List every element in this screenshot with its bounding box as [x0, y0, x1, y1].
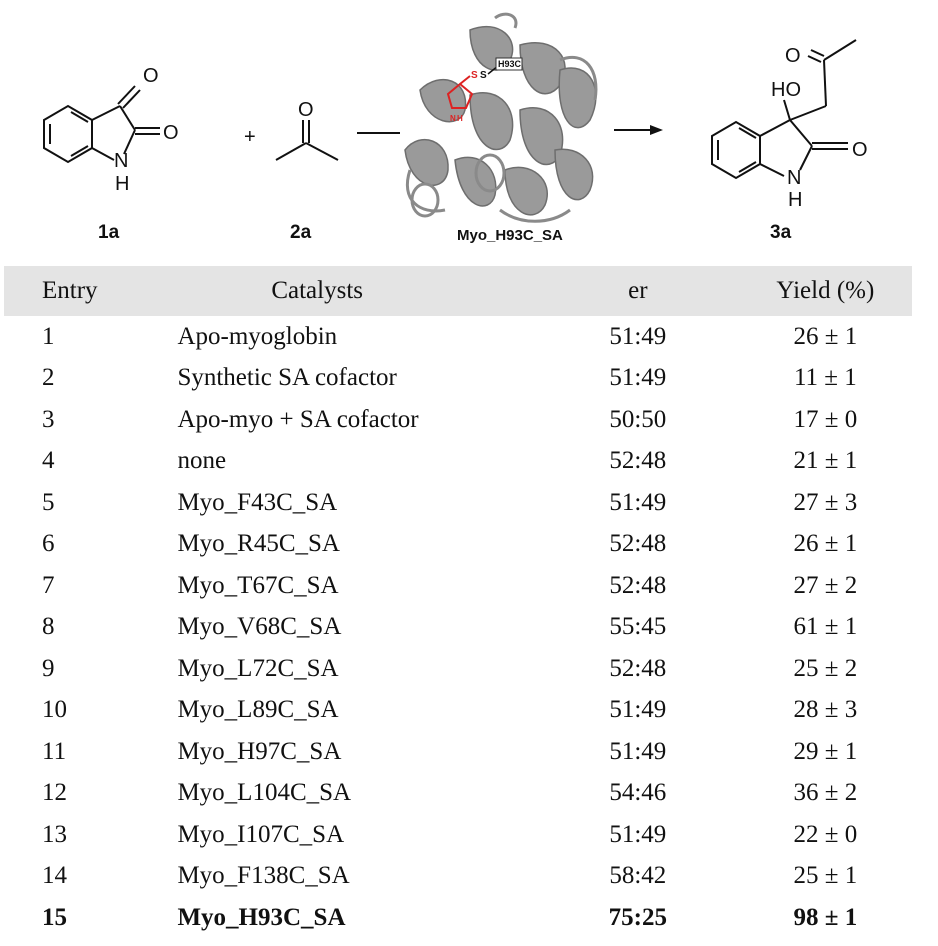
cell-er: 51:49: [609, 322, 667, 350]
cell-entry: 7: [42, 571, 55, 599]
isatin-n: N: [114, 150, 129, 172]
cell-catalyst: Synthetic SA cofactor: [177, 364, 397, 392]
table-row: [4, 690, 912, 732]
isatin-h: H: [115, 173, 130, 195]
cell-er: 55:45: [609, 613, 667, 641]
table-body: [4, 316, 912, 939]
table-row: [4, 897, 912, 939]
cell-yield: 21 ± 1: [793, 447, 858, 475]
table-row: [4, 607, 912, 649]
cell-entry: 15: [42, 903, 67, 931]
table-row: [4, 856, 912, 898]
table-row: [4, 565, 912, 607]
cell-yield: 25 ± 1: [793, 862, 858, 890]
cell-catalyst: Myo_V68C_SA: [177, 613, 342, 641]
label-3a: 3a: [770, 222, 792, 243]
cell-yield: 36 ± 2: [793, 779, 858, 807]
reaction-scheme: [0, 0, 938, 262]
inset-s-red: S: [471, 70, 478, 81]
table-row: [4, 482, 912, 524]
inset-h: H: [457, 114, 463, 123]
label-2a: 2a: [290, 222, 312, 243]
cell-entry: 13: [42, 820, 67, 848]
inset-n: N: [450, 114, 456, 123]
cell-yield: 26 ± 1: [793, 322, 858, 350]
header-yield: Yield (%): [776, 277, 875, 304]
table-row: [4, 731, 912, 773]
results-table-wrap: [4, 266, 912, 939]
table-row: [4, 441, 912, 483]
cell-entry: 4: [42, 447, 55, 475]
cell-entry: 11: [42, 737, 67, 765]
table-row: [4, 358, 912, 400]
isatin-o-right: O: [163, 122, 179, 144]
cell-er: 51:49: [609, 737, 667, 765]
product-n: N: [787, 167, 802, 189]
cell-yield: 29 ± 1: [793, 737, 858, 765]
cell-catalyst: Myo_R45C_SA: [177, 530, 340, 558]
cell-entry: 2: [42, 364, 55, 392]
cell-er: 52:48: [609, 654, 667, 682]
cell-catalyst: Myo_L89C_SA: [177, 696, 339, 724]
cell-yield: 17 ± 0: [793, 405, 858, 433]
results-table: [4, 266, 912, 939]
cell-yield: 98 ± 1: [793, 903, 858, 931]
inset-s-black: S: [480, 70, 487, 81]
table-row: [4, 524, 912, 566]
isatin-structure: [44, 86, 160, 162]
product-o-amide: O: [852, 139, 868, 161]
cell-entry: 12: [42, 779, 67, 807]
cell-entry: 3: [42, 405, 55, 433]
table-row: [4, 648, 912, 690]
cell-er: 52:48: [609, 530, 667, 558]
cell-yield: 11 ± 1: [793, 364, 857, 392]
cell-er: 54:46: [609, 779, 667, 807]
product-structure: [712, 40, 856, 178]
cell-yield: 27 ± 2: [793, 571, 858, 599]
myoglobin-structure: [405, 14, 596, 221]
cell-entry: 1: [42, 322, 55, 350]
cell-yield: 28 ± 3: [793, 696, 858, 724]
cell-catalyst: Myo_H93C_SA: [177, 903, 346, 931]
cell-er: 52:48: [609, 447, 667, 475]
cell-entry: 8: [42, 613, 55, 641]
label-catalyst: Myo_H93C_SA: [457, 227, 563, 244]
plus-sign: +: [244, 126, 256, 148]
cell-er: 50:50: [609, 405, 667, 433]
cell-er: 58:42: [609, 862, 667, 890]
cell-er: 51:49: [609, 820, 667, 848]
cell-yield: 25 ± 2: [793, 654, 858, 682]
cell-catalyst: Myo_L72C_SA: [177, 654, 339, 682]
isatin-o-top: O: [143, 65, 159, 87]
header-entry: Entry: [42, 277, 98, 304]
table-row: [4, 399, 912, 441]
cell-er: 75:25: [608, 903, 667, 931]
table-row: [4, 773, 912, 815]
cell-catalyst: Myo_F43C_SA: [177, 488, 338, 516]
cell-er: 51:49: [609, 364, 667, 392]
cell-catalyst: Myo_F138C_SA: [177, 862, 350, 890]
label-1a: 1a: [98, 222, 120, 243]
cell-catalyst: Myo_H97C_SA: [177, 737, 342, 765]
header-catalysts: Catalysts: [271, 277, 363, 304]
acetone-o: O: [298, 99, 314, 121]
table-header-row: [4, 266, 912, 316]
cell-catalyst: Apo-myoglobin: [177, 322, 338, 350]
product-o-ketone: O: [785, 45, 801, 67]
cell-entry: 9: [42, 654, 55, 682]
acetone-structure: [276, 120, 338, 160]
reaction-arrow: [614, 125, 663, 135]
cell-entry: 6: [42, 530, 55, 558]
cell-yield: 26 ± 1: [793, 530, 858, 558]
table-row: [4, 316, 912, 358]
cell-entry: 14: [42, 862, 67, 890]
cell-catalyst: Apo-myo + SA cofactor: [177, 405, 419, 433]
cell-entry: 10: [42, 696, 67, 724]
table-row: [4, 814, 912, 856]
cell-yield: 22 ± 0: [793, 820, 858, 848]
cell-catalyst: Myo_T67C_SA: [177, 571, 339, 599]
cell-er: 51:49: [609, 696, 667, 724]
cell-yield: 27 ± 3: [793, 488, 858, 516]
inset-h93c: H93C: [498, 59, 522, 69]
header-er: er: [628, 277, 648, 304]
cell-er: 52:48: [609, 571, 667, 599]
product-ho: HO: [771, 79, 801, 101]
cell-catalyst: none: [177, 447, 227, 475]
cell-entry: 5: [42, 488, 55, 516]
product-h: H: [788, 189, 803, 211]
cell-catalyst: Myo_L104C_SA: [177, 779, 352, 807]
cell-er: 51:49: [609, 488, 667, 516]
cell-catalyst: Myo_I107C_SA: [177, 820, 345, 848]
cell-yield: 61 ± 1: [793, 613, 858, 641]
